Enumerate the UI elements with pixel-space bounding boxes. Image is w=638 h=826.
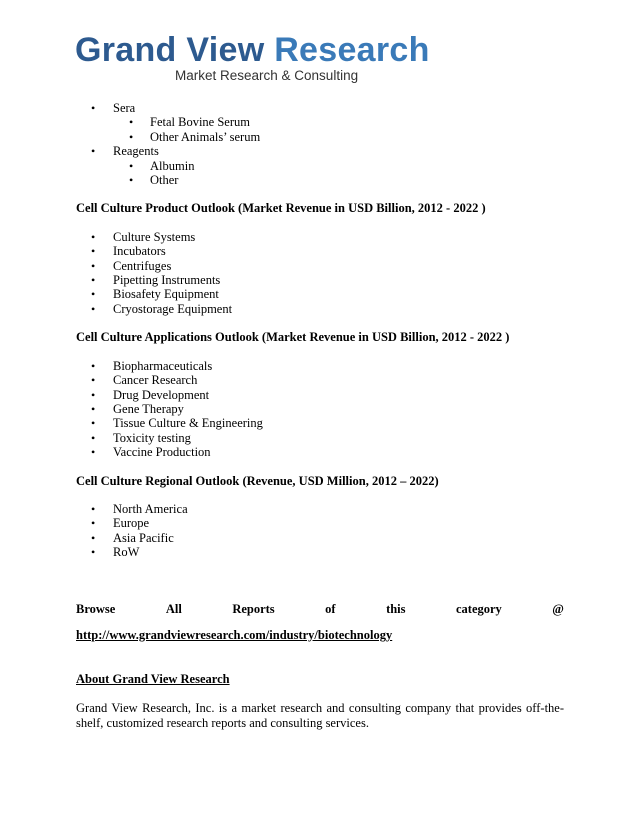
list-item: • Biosafety Equipment <box>76 287 564 301</box>
list-item: • Gene Therapy <box>76 402 564 416</box>
top-list <box>76 101 564 187</box>
logo-title-main: Grand View <box>75 31 275 69</box>
logo-subtitle: Market Research & Consulting <box>175 68 359 83</box>
applications-outlook-heading: Cell Culture Applications Outlook (Market Revenue in USD Billion, 2012 - 2022 ) <box>76 330 510 345</box>
regional-outlook-list <box>76 502 564 560</box>
browse-word: this <box>386 601 406 616</box>
list-item: • Tissue Culture & Engineering <box>76 416 564 430</box>
list-item: • Pipetting Instruments <box>76 273 564 287</box>
list-item: • Europe <box>76 516 564 530</box>
document-body <box>76 101 564 731</box>
applications-outlook-list <box>76 359 564 460</box>
list-item: • Fetal Bovine Serum <box>113 115 564 129</box>
list-item: • Cryostorage Equipment <box>76 302 564 316</box>
browse-word: category <box>456 601 502 616</box>
list-item: • Toxicity testing <box>76 431 564 445</box>
list-item: • Culture Systems <box>76 230 564 244</box>
list-item: • RoW <box>76 545 564 559</box>
list-item-label: Reagents <box>113 144 159 159</box>
product-outlook-heading: Cell Culture Product Outlook (Market Revenue in USD Billion, 2012 - 2022 ) <box>76 201 486 216</box>
sublist <box>113 115 564 144</box>
list-item: • Incubators <box>76 244 564 258</box>
list-item: • Centrifuges <box>76 259 564 273</box>
browse-word: @ <box>552 601 564 616</box>
sublist <box>113 159 564 188</box>
browse-line <box>76 602 564 616</box>
browse-word: All <box>165 601 182 616</box>
list-item <box>76 101 564 144</box>
list-item: • Albumin <box>113 159 564 173</box>
about-heading: About Grand View Research <box>76 672 230 687</box>
browse-word: of <box>325 601 336 616</box>
company-logo <box>75 30 430 86</box>
list-item: • Asia Pacific <box>76 531 564 545</box>
about-paragraph: Grand View Research, Inc. is a market research and consulting company that provides off-the-shelf, customized research reports and consulting services. <box>76 700 564 730</box>
regional-outlook-heading: Cell Culture Regional Outlook (Revenue, USD Million, 2012 – 2022) <box>76 473 439 488</box>
list-item: • Drug Development <box>76 388 564 402</box>
logo-title-accent: Research <box>274 31 430 69</box>
list-item: • Biopharmaceuticals <box>76 359 564 373</box>
browse-word: Browse <box>76 601 116 616</box>
list-item <box>76 144 564 187</box>
product-outlook-list <box>76 230 564 316</box>
logo-title <box>75 30 430 70</box>
list-item: • North America <box>76 502 564 516</box>
list-item: • Other Animals’ serum <box>113 130 564 144</box>
list-item: • Vaccine Production <box>76 445 564 459</box>
biotechnology-link[interactable]: http://www.grandviewresearch.com/industry/biotechnology <box>76 627 393 642</box>
browse-word: Reports <box>232 601 275 616</box>
list-item: • Cancer Research <box>76 373 564 387</box>
list-item: • Other <box>113 173 564 187</box>
list-item-label: Sera <box>113 101 136 115</box>
